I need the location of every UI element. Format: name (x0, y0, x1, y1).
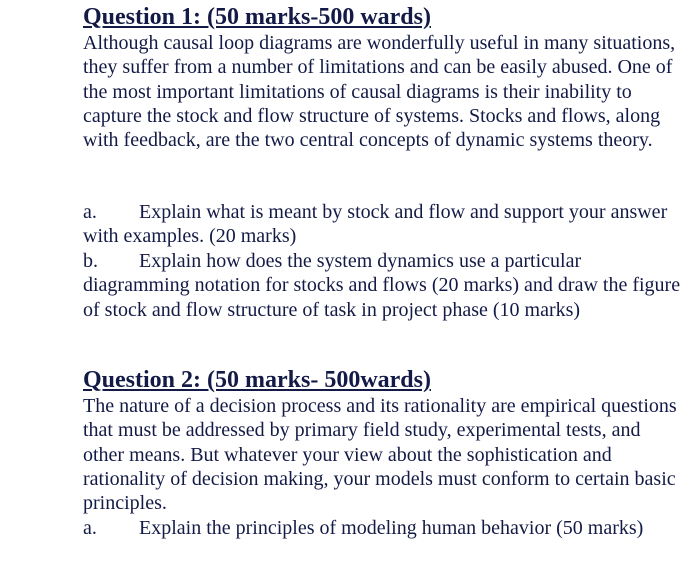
item-text: Explain what is meant by stock and flow and support your answer with examples. (20 marks) (83, 201, 668, 248)
question-1-body (83, 31, 683, 152)
question-1-item-b (83, 249, 683, 322)
item-label: b. (83, 250, 98, 272)
question-2-item-a (83, 516, 683, 540)
question-1-item-a (83, 200, 683, 249)
item-label: a. (83, 517, 97, 539)
item-text: Explain how does the system dynamics use a particular diagramming notation for stocks and flows (20 marks) and draw the figure of stock and flow structure of task in project phase (10 marks) (83, 250, 681, 321)
item-text: Explain the principles of modeling human behavior (50 marks) (139, 517, 644, 539)
question-1-heading: Question 1: (50 marks-500 wards) (83, 4, 431, 30)
question-1-paragraph: Although causal loop diagrams are wonderfully useful in many situations, they suffer from a number of limitations and can be easily abused. One of the most important limitations of causal diagrams is their inability to capture the stock and flow structure of systems. Stocks and flows, along with feedback, are the two central concepts of dynamic systems theory. (83, 32, 676, 152)
question-2-paragraph: The nature of a decision process and its rationality are empirical questions that must be addressed by primary field study, experimental tests, and other means. But whatever your view about the sophistication and rationality of decision making, your models must conform to certain basic principles. (83, 395, 677, 515)
question-2-heading: Question 2: (50 marks- 500wards) (83, 367, 431, 393)
item-label: a. (83, 201, 97, 223)
question-2-body (83, 394, 683, 515)
